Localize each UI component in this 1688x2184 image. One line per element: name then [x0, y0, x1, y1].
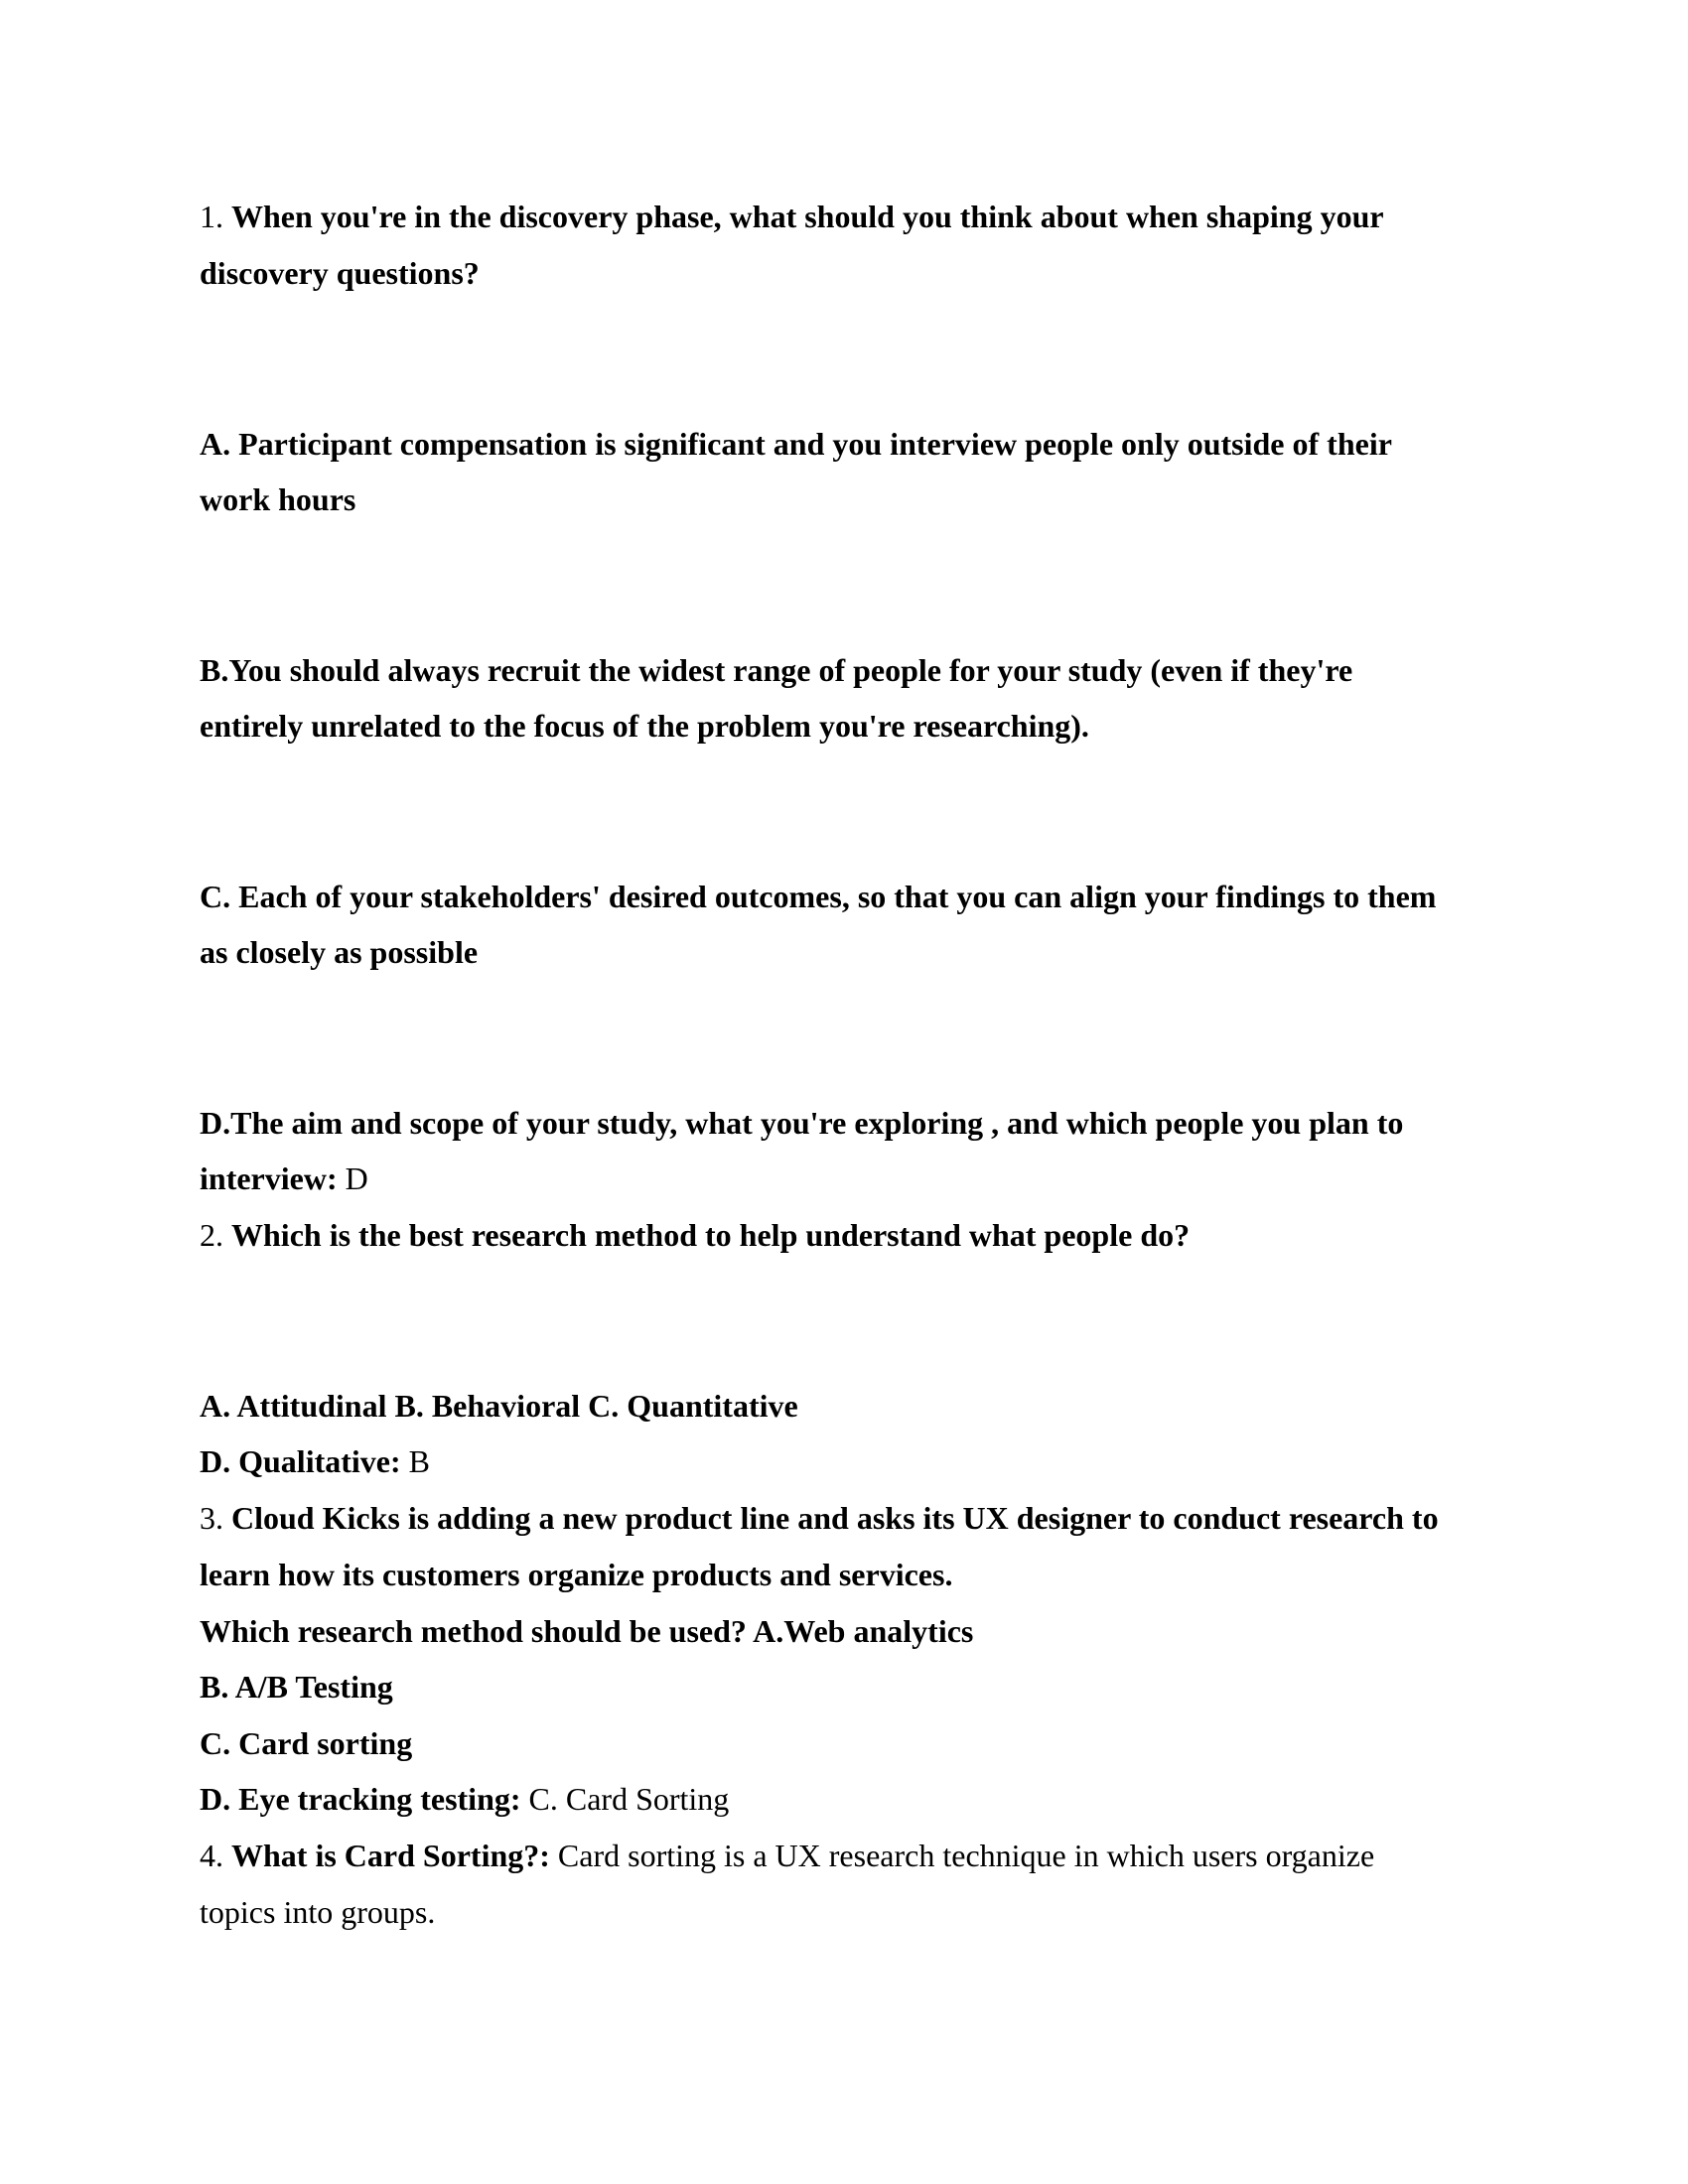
q3-option-c: C. Card sorting: [200, 1725, 413, 1761]
q3-option-d: D. Eye tracking testing: C. Card Sorting: [200, 1781, 730, 1817]
q1-option-a-line2: work hours: [200, 481, 356, 517]
q1-option-b-line1: B.You should always recruit the widest range of people for your study (even if they're: [200, 652, 1353, 688]
q3-question-line3: Which research method should be used? A.Web analytics: [200, 1613, 974, 1649]
q2-number: 2.: [200, 1217, 223, 1253]
q1-number: 1.: [200, 199, 223, 234]
q3-number: 3.: [200, 1500, 223, 1536]
q2-question-text: Which is the best research method to help understand what people do?: [231, 1217, 1191, 1253]
q1-option-d-line1: D.The aim and scope of your study, what you're exploring , and which people you plan to: [200, 1105, 1404, 1141]
q3-question-line1: [200, 1498, 1439, 1538]
q1-option-a-line1: A. Participant compensation is significant and you interview people only outside of their: [200, 426, 1392, 462]
q1-option-c-line2: as closely as possible: [200, 934, 479, 970]
q1-option-b-line2: entirely unrelated to the focus of the problem you're researching).: [200, 708, 1089, 744]
q1-answer: D: [345, 1160, 368, 1196]
q1-question-line1: [200, 197, 1384, 236]
q2-options-line2: D. Qualitative: B: [200, 1443, 430, 1479]
q2-answer: B: [408, 1443, 430, 1479]
q4-answer: Card sorting is a UX research technique in which users organize: [557, 1838, 1375, 1873]
q3-answer: C. Card Sorting: [528, 1781, 730, 1817]
q4-question-text: What is Card Sorting?:: [231, 1838, 550, 1873]
q3-question-text: Cloud Kicks is adding a new product line and asks its UX designer to conduct research to: [231, 1500, 1439, 1536]
q1-question-line2: discovery questions?: [200, 255, 480, 291]
q2-question-line: [200, 1215, 1190, 1255]
q4-number: 4.: [200, 1838, 223, 1873]
q3-option-b: B. A/B Testing: [200, 1669, 393, 1705]
q1-option-c-line1: C. Each of your stakeholders' desired outcomes, so that you can align your findings to them: [200, 879, 1437, 914]
q1-option-d-line2: interview: D: [200, 1160, 368, 1196]
q2-options-line1: A. Attitudinal B. Behavioral C. Quantitative: [200, 1388, 798, 1424]
q3-question-line2: learn how its customers organize products and services.: [200, 1557, 953, 1592]
q4-line1: [200, 1836, 1374, 1875]
q4-line2: topics into groups.: [200, 1894, 436, 1930]
q1-question-text: When you're in the discovery phase, what should you think about when shaping your: [231, 199, 1384, 234]
